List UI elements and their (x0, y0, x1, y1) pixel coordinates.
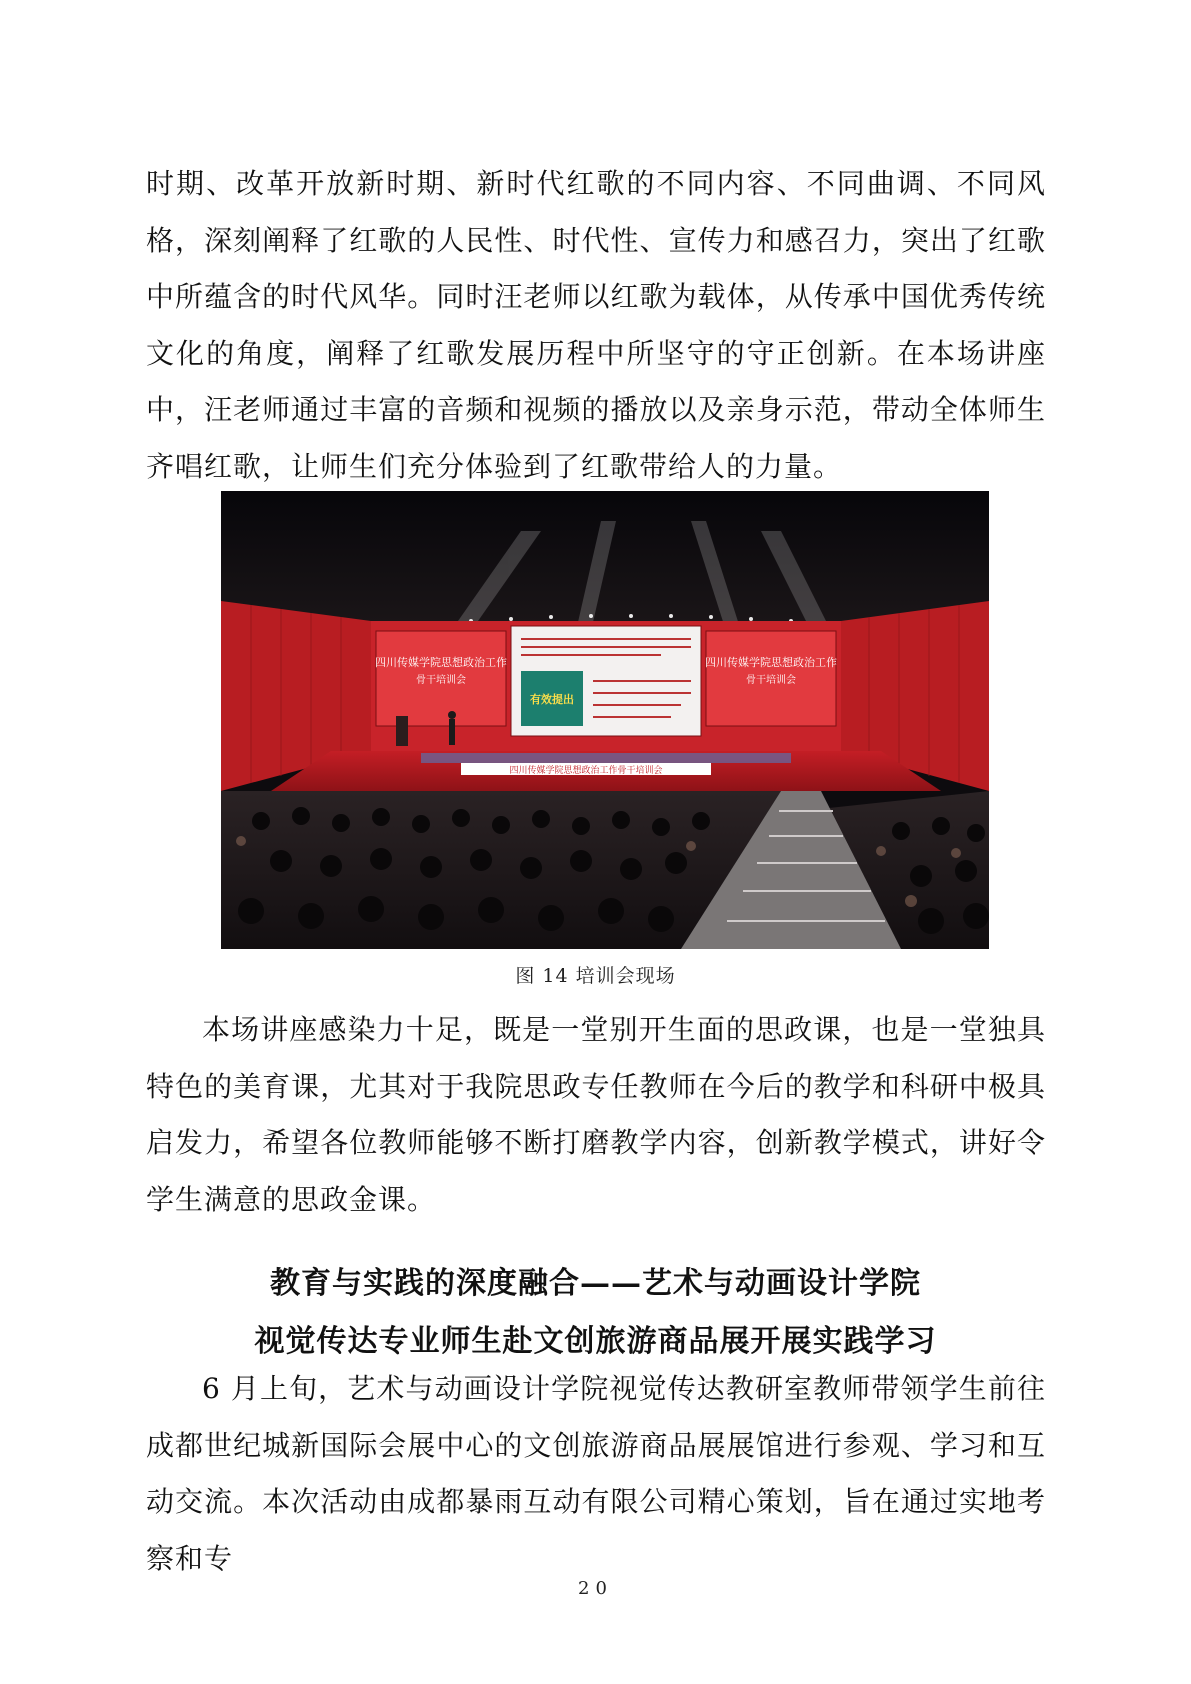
podium (396, 716, 408, 746)
stage-step (421, 753, 791, 763)
left-screen-subtitle: 骨干培训会 (416, 675, 466, 686)
section-heading-line-1: 教育与实践的深度融合——艺术与动画设计学院 (270, 1266, 921, 1301)
left-screen-title: 四川传媒学院思想政治工作 (375, 656, 507, 669)
section-heading-line-2: 视觉传达专业师生赴文创旅游商品展开展实践学习 (254, 1324, 937, 1359)
training-session-photo (221, 491, 989, 949)
photo-illustration (221, 491, 989, 949)
right-screen-subtitle: 骨干培训会 (746, 675, 796, 686)
body-paragraph-2: 本场讲座感染力十足，既是一堂别开生面的思政课，也是一堂独具特色的美育课，尤其对于我院思政专任教师在今后的教学和科研中极具启发力，希望各位教师能够不断打磨教学内容，创新教学模式，讲好令学生满意的思政金课。 (146, 1013, 1046, 1216)
body-paragraph-3: 6 月上旬，艺术与动画设计学院视觉传达教研室教师带领学生前往成都世纪城新国际会展中心的文创旅游商品展展馆进行参观、学习和互动交流。本次活动由成都暴雨互动有限公司精心策划，旨在通过实地考察和专 (146, 1372, 1046, 1575)
page-number: 20 (578, 1578, 613, 1599)
stage-banner-text: 四川传媒学院思想政治工作骨干培训会 (509, 766, 663, 776)
figure-caption: 图 14 培训会现场 (515, 965, 676, 987)
speaker (449, 719, 455, 745)
body-paragraph-1: 时期、改革开放新时期、新时代红歌的不同内容、不同曲调、不同风格，深刻阐释了红歌的人民性、时代性、宣传力和感召力，突出了红歌中所蕴含的时代风华。同时汪老师以红歌为载体，从传承中国优秀传统文化的角度，阐释了红歌发展历程中所坚守的守正创新。在本场讲座中，汪老师通过丰富的音频和视频的播放以及亲身示范，带动全体师生齐唱红歌，让师生们充分体验到了红歌带给人的力量。 (146, 167, 1046, 483)
right-screen-title: 四川传媒学院思想政治工作 (705, 656, 837, 669)
center-slide-heading: 有效提出 (530, 693, 574, 706)
